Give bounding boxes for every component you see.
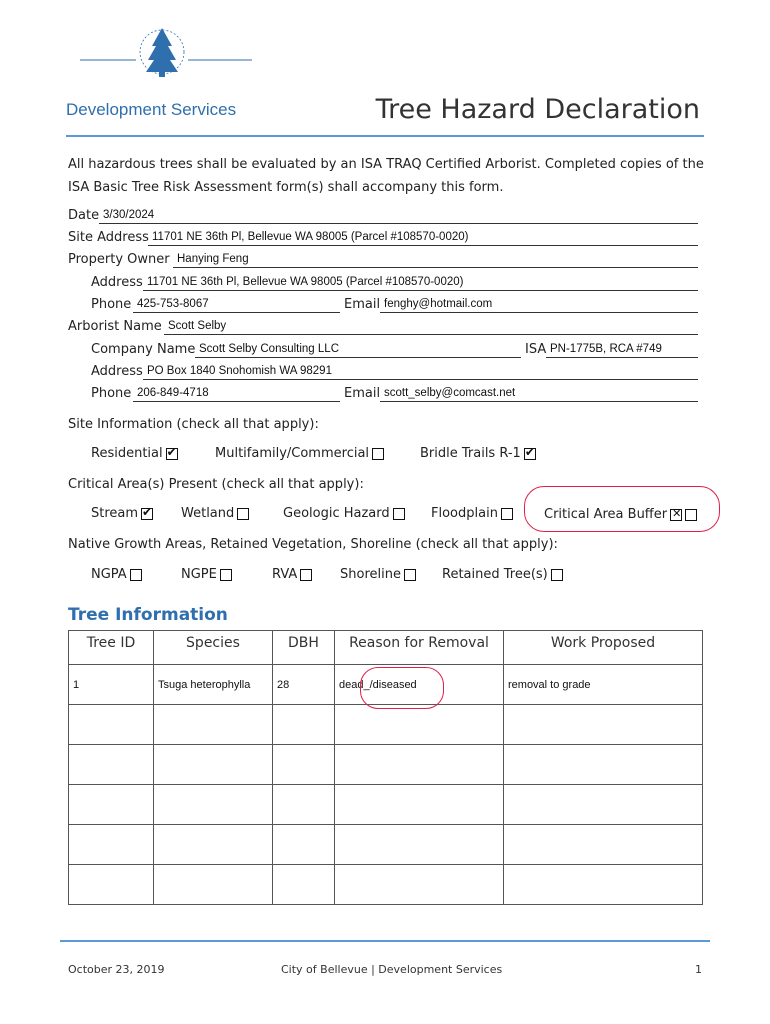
- buffer-checkbox-extra[interactable]: [685, 509, 697, 521]
- company-field[interactable]: Scott Selby Consulting LLC: [195, 342, 521, 358]
- native-growth-label: Native Growth Areas, Retained Vegetation, Shoreline (check all that apply):: [68, 537, 558, 552]
- owner-email-field[interactable]: fenghy@hotmail.com: [380, 297, 698, 313]
- table-row: [69, 785, 703, 825]
- arborist-row: [68, 319, 698, 339]
- multifamily-checkbox[interactable]: [372, 448, 384, 460]
- option-label: Floodplain: [431, 506, 498, 521]
- owner-address-label: Address: [91, 275, 143, 290]
- option-label: RVA: [272, 567, 298, 582]
- table-row: [69, 865, 703, 905]
- site-info-label: Site Information (check all that apply):: [68, 417, 319, 432]
- buffer-checkbox[interactable]: [670, 509, 682, 521]
- option-label: NGPE: [181, 567, 217, 582]
- cell-species[interactable]: [154, 705, 273, 745]
- footer-date: October 23, 2019: [68, 963, 165, 976]
- arb-phone-row: [91, 386, 698, 406]
- cell-work[interactable]: [504, 785, 703, 825]
- isa-field[interactable]: PN-1775B, RCA #749: [546, 342, 698, 358]
- owner-email-label: Email: [344, 297, 381, 312]
- arborist-label: Arborist Name: [68, 319, 162, 334]
- cell-reason[interactable]: dead_/diseased: [335, 665, 504, 705]
- footer-page-number: 1: [695, 963, 702, 976]
- cell-dbh[interactable]: [273, 705, 335, 745]
- cell-dbh[interactable]: [273, 825, 335, 865]
- rva-checkbox[interactable]: [300, 569, 312, 581]
- cell-tree-id[interactable]: 1: [69, 665, 154, 705]
- ng-option-retained-trees[interactable]: [442, 567, 563, 582]
- critical-option-wetland[interactable]: [181, 506, 249, 521]
- page-title: Tree Hazard Declaration: [375, 94, 700, 125]
- option-label: Bridle Trails R-1: [420, 446, 521, 461]
- arb-address-label: Address: [91, 364, 143, 379]
- header-divider: [66, 135, 704, 137]
- city-seal-icon: [66, 22, 266, 100]
- site-option-residential[interactable]: [91, 446, 178, 461]
- table-header-row: [69, 631, 703, 665]
- owner-row: [68, 252, 698, 272]
- option-label: Shoreline: [340, 567, 401, 582]
- tree-info-heading: Tree Information: [68, 605, 228, 625]
- company-label: Company Name: [91, 342, 196, 357]
- option-label: Multifamily/Commercial: [215, 446, 370, 461]
- cell-tree-id[interactable]: [69, 865, 154, 905]
- stream-checkbox[interactable]: [141, 508, 153, 520]
- cell-work[interactable]: [504, 705, 703, 745]
- date-row: [68, 208, 698, 228]
- arb-phone-field[interactable]: 206-849-4718: [133, 386, 340, 402]
- shoreline-checkbox[interactable]: [404, 569, 416, 581]
- arb-email-field[interactable]: scott_selby@comcast.net: [380, 386, 698, 402]
- owner-label: Property Owner: [68, 252, 170, 267]
- critical-option-floodplain[interactable]: [431, 506, 513, 521]
- owner-address-row: [91, 275, 698, 295]
- option-label: Wetland: [181, 506, 235, 521]
- cell-species[interactable]: [154, 865, 273, 905]
- city-logo: [66, 22, 266, 119]
- ng-option-rva[interactable]: [272, 567, 312, 582]
- cell-tree-id[interactable]: [69, 705, 154, 745]
- owner-address-field[interactable]: 11701 NE 36th Pl, Bellevue WA 98005 (Parcel #108570-0020): [143, 275, 698, 291]
- site-option-bridle-trails[interactable]: [420, 446, 536, 461]
- company-row: [91, 342, 698, 362]
- owner-field[interactable]: Hanying Feng: [173, 252, 698, 268]
- ng-option-ngpa[interactable]: [91, 567, 142, 582]
- col-species: Species: [154, 631, 273, 665]
- cell-reason[interactable]: [335, 745, 504, 785]
- cell-work[interactable]: [504, 825, 703, 865]
- cell-reason[interactable]: [335, 825, 504, 865]
- arb-email-label: Email: [344, 386, 381, 401]
- site-address-label: Site Address: [68, 230, 149, 245]
- option-label: Stream: [91, 506, 139, 521]
- org-name: Development Services: [66, 100, 237, 119]
- owner-phone-row: [91, 297, 698, 317]
- bridle-trails-checkbox[interactable]: [524, 448, 536, 460]
- table-row: [69, 705, 703, 745]
- retained-trees-checkbox[interactable]: [551, 569, 563, 581]
- cell-reason[interactable]: [335, 865, 504, 905]
- cell-tree-id[interactable]: [69, 745, 154, 785]
- owner-phone-field[interactable]: 425-753-8067: [133, 297, 340, 313]
- cell-tree-id[interactable]: [69, 825, 154, 865]
- ngpe-checkbox[interactable]: [220, 569, 232, 581]
- cell-dbh[interactable]: [273, 785, 335, 825]
- col-tree-id: Tree ID: [69, 631, 154, 665]
- critical-option-buffer[interactable]: [544, 507, 697, 522]
- option-label: NGPA: [91, 567, 127, 582]
- intro-text: All hazardous trees shall be evaluated by an ISA TRAQ Certified Arborist. Completed copies of the ISA Basic Tree Risk Assessment form(s) shall accompany this form.: [68, 157, 704, 195]
- ng-option-ngpe[interactable]: [181, 567, 232, 582]
- cell-species[interactable]: [154, 745, 273, 785]
- col-reason: Reason for Removal: [335, 631, 504, 665]
- footer-divider: [60, 940, 710, 942]
- arb-address-row: [91, 364, 698, 384]
- site-address-field[interactable]: 11701 NE 36th Pl, Bellevue WA 98005 (Parcel #108570-0020): [148, 230, 698, 246]
- critical-areas-label: Critical Area(s) Present (check all that apply):: [68, 477, 364, 492]
- cell-species[interactable]: Tsuga heterophylla: [154, 665, 273, 705]
- cell-work[interactable]: [504, 865, 703, 905]
- arb-address-field[interactable]: PO Box 1840 Snohomish WA 98291: [143, 364, 698, 380]
- ng-option-shoreline[interactable]: [340, 567, 416, 582]
- arb-phone-label: Phone: [91, 386, 132, 401]
- critical-option-geologic[interactable]: [283, 506, 405, 521]
- residential-checkbox[interactable]: [166, 448, 178, 460]
- cell-species[interactable]: [154, 825, 273, 865]
- critical-option-stream[interactable]: [91, 506, 153, 521]
- arborist-field[interactable]: Scott Selby: [164, 319, 698, 335]
- cell-work[interactable]: removal to grade: [504, 665, 703, 705]
- site-option-multifamily[interactable]: [215, 446, 384, 461]
- cell-species[interactable]: [154, 785, 273, 825]
- wetland-checkbox[interactable]: [237, 508, 249, 520]
- footer-org: City of Bellevue | Development Services: [281, 963, 503, 976]
- geologic-checkbox[interactable]: [393, 508, 405, 520]
- option-label: Critical Area Buffer: [544, 507, 668, 522]
- reason-markup-cloud: [360, 667, 444, 709]
- cell-reason[interactable]: [335, 785, 504, 825]
- cell-dbh[interactable]: [273, 745, 335, 785]
- table-row: [69, 745, 703, 785]
- col-dbh: DBH: [273, 631, 335, 665]
- col-work: Work Proposed: [504, 631, 703, 665]
- date-label: Date: [68, 208, 100, 223]
- site-address-row: [68, 230, 698, 250]
- option-label: Retained Tree(s): [442, 567, 548, 582]
- date-field[interactable]: 3/30/2024: [99, 208, 698, 224]
- cell-work[interactable]: [504, 745, 703, 785]
- table-row: [69, 825, 703, 865]
- isa-label: ISA: [525, 342, 547, 357]
- cell-dbh[interactable]: [273, 865, 335, 905]
- option-label: Geologic Hazard: [283, 506, 390, 521]
- owner-phone-label: Phone: [91, 297, 132, 312]
- floodplain-checkbox[interactable]: [501, 508, 513, 520]
- cell-dbh[interactable]: 28: [273, 665, 335, 705]
- option-label: Residential: [91, 446, 163, 461]
- cell-reason[interactable]: [335, 705, 504, 745]
- ngpa-checkbox[interactable]: [130, 569, 142, 581]
- cell-tree-id[interactable]: [69, 785, 154, 825]
